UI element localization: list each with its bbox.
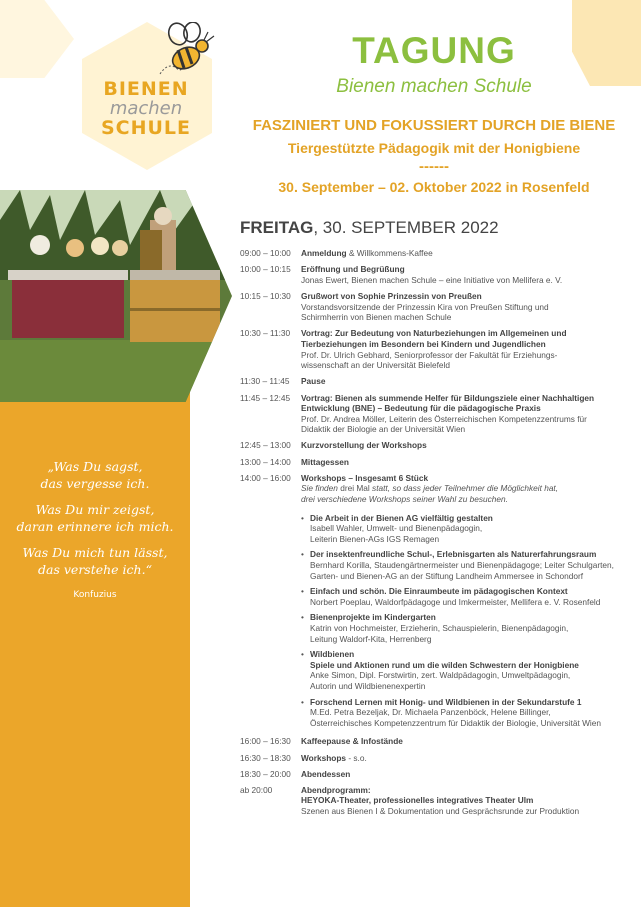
day-heading [240,218,499,238]
bullet-icon: • [301,696,304,707]
workshop-desc: M.Ed. Petra Bezeljak, Dr. Michaela Panzenböck, Helene Billinger, [310,707,551,718]
workshop-item [301,586,635,607]
workshop-title: Der insektenfreundliche Schul-, Erlebnisgarten als Naturerfahrungsraum [310,549,597,560]
schedule-desc: Schirmherrin von Bienen machen Schule [301,312,452,323]
tagline-2: Tiergestützte Pädagogik mit der Honigbiene [287,140,581,156]
event-dates: 30. September – 02. Oktober 2022 in Rosenfeld [278,179,590,195]
workshop-desc: Österreichisches Kompetenzzentrum für Didaktik der Biologie, Universität Wien [310,717,601,728]
schedule-desc: Prof. Dr. Andrea Möller, Leiterin des Österreichischen Kompetenzzentrums für [301,413,587,424]
workshop-title: Forschend Lernen mit Honig- und Wildbienen in der Sekundarstufe 1 [310,696,582,707]
logo-line2: machen [109,98,183,119]
schedule-desc: Szenen aus Bienen I & Dokumentation und Gesprächsrunde zur Produktion [301,806,580,817]
schedule-time: 10:00 – 10:15 [240,264,291,275]
schedule-desc: Didaktik der Biologie an der Universität Wien [301,424,466,435]
schedule-title: HEYOKA-Theater, professionelles integratives Theater Ulm [301,795,534,806]
bullet-icon: • [301,649,304,660]
schedule-time: 11:45 – 12:45 [240,392,291,403]
workshop-item [301,549,635,581]
schedule-row [240,473,635,505]
workshop-title: Bienenprojekte im Kindergarten [310,612,436,623]
quote-line: das verstehe ich.“ [38,562,152,577]
schedule [240,248,635,822]
workshop-desc: Autorin und Wildbienenexpertin [310,680,426,691]
quote-line: „Was Du sagst, [47,459,143,474]
schedule-title: Abendessen [301,768,351,779]
schedule-title: Kurzvorstellung der Workshops [301,440,427,451]
beehive-photo [0,190,232,402]
workshop-title: Wildbienen [310,649,355,660]
schedule-time: 16:00 – 16:30 [240,736,291,747]
schedule-title: Vortrag: Bienen als summende Helfer für Bildungsziele einer Nachhaltigen [301,392,595,403]
schedule-desc: Vorstandsvorsitzende der Prinzessin Kira von Preußen Stiftung und [301,301,549,312]
schedule-row [240,769,635,780]
schedule-time: 10:15 – 10:30 [240,290,291,301]
workshop-title: Die Arbeit in der Bienen AG vielfältig gestalten [310,512,493,523]
workshop-desc: Leitung Waldorf-Kita, Herrenberg [310,633,432,644]
quote-line: Was Du mir zeigst, [35,502,155,517]
schedule-row [240,440,635,451]
schedule-row [240,264,635,285]
workshop-title: Einfach und schön. Die Einraumbeute im pädagogischen Kontext [310,586,568,597]
divider-text: ------ [419,158,449,175]
schedule-title: Tierbeziehungen im Besondern bei Kindern und Jugendlichen [301,338,546,349]
schedule-row [240,457,635,468]
weekday: FREITAG [240,218,314,237]
schedule-time: 18:30 – 20:00 [240,768,291,779]
page-subtitle: Bienen machen Schule [336,76,532,97]
workshop-desc: Bernhard Korilla, Staudengärtnermeister und Bienenpädagoge; Leiter Schulgarten, [310,560,614,570]
schedule-rest: & Willkommens-Kaffee [346,248,433,258]
quote-line: Was Du mich tun lässt, [22,545,168,560]
schedule-time: 13:00 – 14:00 [240,456,291,467]
schedule-row [240,291,635,323]
sidebar-panel [0,360,190,907]
schedule-title: Pause [301,376,326,387]
bee-icon [158,22,216,80]
schedule-title: Mittagessen [301,456,349,467]
schedule-time: 14:00 – 16:00 [240,472,291,483]
workshop-desc: Leiterin Bienen-AGs IGS Remagen [310,533,440,544]
workshop-desc: Anke Simon, Dipl. Forstwirtin, zert. Waldpädagogin, Umweltpädagogin, [310,670,571,681]
schedule-time: 12:45 – 13:00 [240,440,291,451]
schedule-note: drei verschiedene Workshops seiner Wahl zu besuchen. [301,494,508,505]
workshop-desc: Norbert Poeplau, Waldorfpädagoge und Imkermeister, Mellifera e. V. Rosenfeld [310,596,601,607]
bullet-icon: • [301,612,304,623]
workshop-item [301,612,635,644]
bullet-icon: • [301,512,304,523]
page-title: TAGUNG [352,30,516,71]
schedule-row [240,753,635,764]
schedule-time: 10:30 – 11:30 [240,328,291,339]
schedule-row [240,248,635,259]
bullet-icon: • [301,549,304,560]
schedule-title: Anmeldung [301,248,347,258]
schedule-note: Sie finden [301,483,341,494]
schedule-time: ab 20:00 [240,784,273,795]
workshop-desc: Isabell Wahler, Umwelt- und Bienenpädagogin, [310,523,483,534]
workshop-item [301,513,635,545]
corner-hexagon-left [0,0,74,78]
workshop-title: Spiele und Aktionen rund um die wilden Schwestern der Honigbiene [310,659,579,670]
schedule-title: Entwicklung (BNE) – Bedeutung für die pädagogische Praxis [301,403,541,414]
tagline-1: FASZINIERT UND FOKUSSIERT DURCH DIE BIENE [252,117,616,134]
workshop-item [301,697,635,729]
schedule-title: Grußwort von Sophie Prinzessin von Preußen [301,290,482,301]
schedule-note-emphasis: drei Mal [340,483,370,494]
schedule-desc: Jonas Ewert, Bienen machen Schule – eine Initiative von Mellifera e. V. [301,274,563,285]
bullet-icon: • [301,586,304,597]
schedule-title: Abendprogramm: [301,784,371,795]
quote-block [0,458,190,613]
schedule-row [240,393,635,435]
workshop-desc: Katrin von Hochmeister, Erzieherin, Schauspielerin, Bienenpädagogin, [310,622,569,633]
logo [86,80,206,138]
schedule-row [240,785,635,817]
logo-line3: SCHULE [100,117,192,139]
logo-line1: BIENEN [103,78,189,100]
schedule-time: 11:30 – 11:45 [240,376,290,387]
schedule-note: statt, so dass jeder Teilnehmer die Möglichkeit hat, [369,483,559,494]
day-date: , 30. SEPTEMBER 2022 [313,218,499,237]
schedule-title: Eröffnung und Begrüßung [301,264,405,275]
schedule-row [240,736,635,747]
schedule-time: 16:30 – 18:30 [240,752,291,763]
schedule-title: Kaffeepause & Infostände [301,736,403,747]
quote-line: das vergesse ich. [40,476,150,491]
schedule-title: Workshops – Insgesamt 6 Stück [301,472,429,483]
schedule-rest: - s.o. [346,752,367,763]
schedule-desc: Prof. Dr. Ulrich Gebhard, Seniorprofessor der Fakultät für Erziehungs- [301,349,558,360]
header [234,30,634,195]
schedule-row [240,376,635,387]
schedule-row [240,328,635,370]
schedule-desc: wissenschaft an der Universität Bielefeld [301,360,450,371]
quote-line: daran erinnere ich mich. [16,519,174,534]
workshop-item [301,649,635,691]
workshop-desc: Garten- und Bienen-AG an der Stiftung Landheim Ammersee in Schondorf [310,570,584,581]
schedule-title: Workshops [301,752,347,763]
quote-author: Konfuzius [73,590,117,600]
schedule-time: 09:00 – 10:00 [240,248,291,258]
schedule-title: Vortrag: Zur Bedeutung von Naturbeziehungen im Allgemeinen und [301,328,567,339]
